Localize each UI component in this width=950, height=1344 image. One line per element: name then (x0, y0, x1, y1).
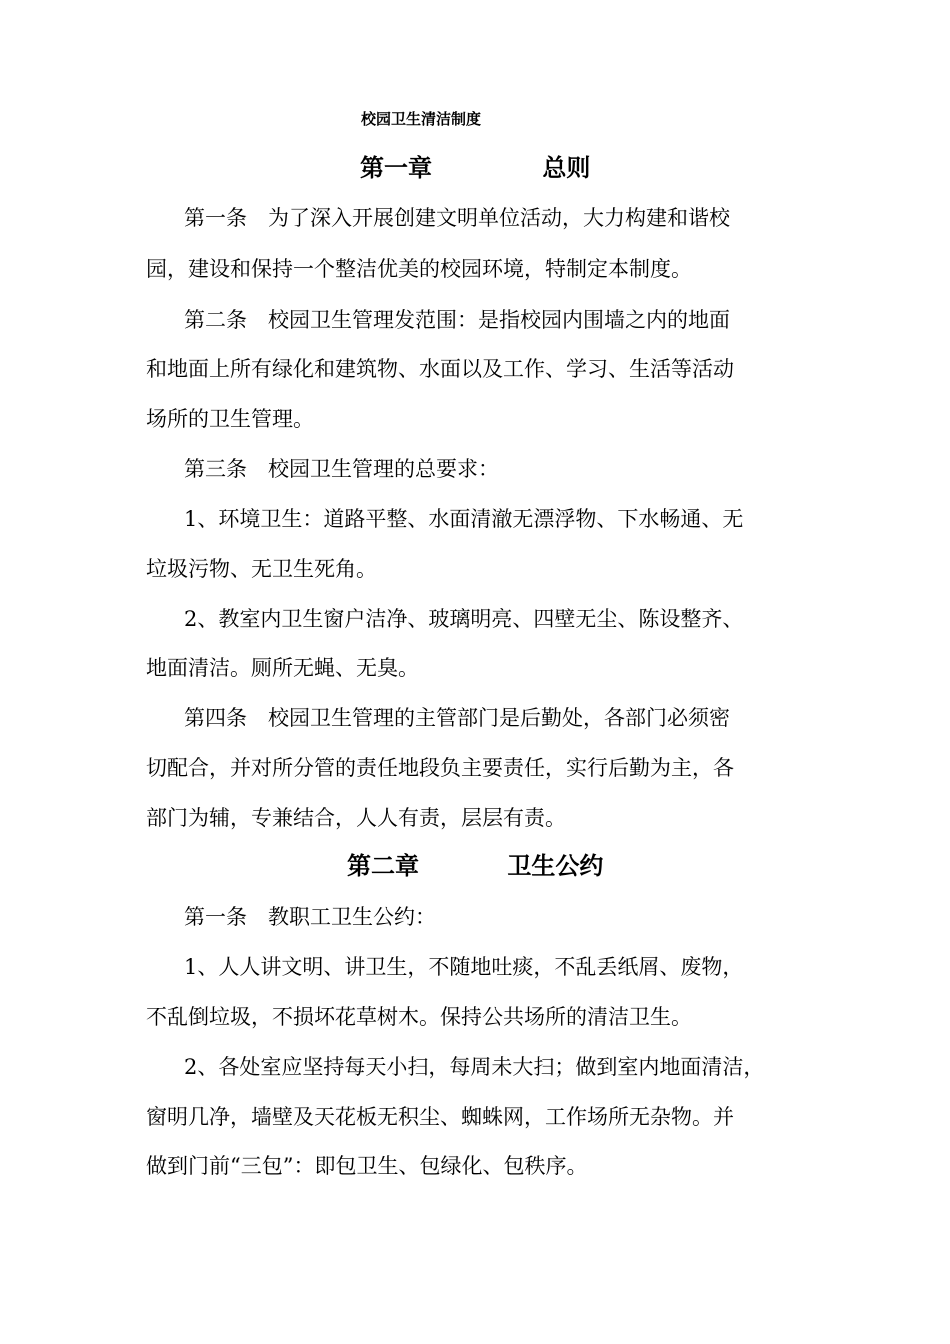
line-text: 场所的卫生管理。 (146, 407, 314, 431)
line-text: 不乱倒垃圾，不损坏花草树木。保持公共场所的清洁卫生。 (146, 1005, 692, 1029)
line-text: 第二条 校园卫生管理发范围：是指校园内围墙之内的地面 (184, 308, 730, 332)
line-text: 2、教室内卫生窗户洁净、玻璃明亮、四壁无尘、陈设整齐、 (184, 607, 744, 631)
chapter-1-number: 第一章 (360, 154, 432, 182)
line-text: 第一条 教职工卫生公约： (184, 905, 436, 929)
document-title: 校园卫生清洁制度 (361, 110, 482, 128)
line-text: 窗明几净，墙壁及天花板无积尘、蜘蛛网，工作场所无杂物。并 (146, 1105, 734, 1129)
line-text: 1、环境卫生：道路平整、水面清澈无漂浮物、下水畅通、无 (184, 507, 744, 531)
line-text: 做到门前“三包”：即包卫生、包绿化、包秩序。 (146, 1154, 588, 1178)
line-text: 1、人人讲文明、讲卫生，不随地吐痰，不乱丢纸屑、废物， (184, 955, 744, 979)
chapter-2-name: 卫生公约 (507, 852, 604, 880)
line-text: 第一条 为了深入开展创建文明单位活动，大力构建和谐校 (184, 206, 730, 230)
line-text: 第四条 校园卫生管理的主管部门是后勤处，各部门必须密 (184, 706, 730, 730)
line-text: 地面清洁。厕所无蝇、无臭。 (146, 656, 419, 680)
chapter-2-heading (347, 851, 603, 881)
line-text: 2、各处室应坚持每天小扫，每周未大扫；做到室内地面清洁， (184, 1055, 765, 1079)
line-text: 垃圾污物、无卫生死角。 (146, 557, 377, 581)
line-text: 切配合，并对所分管的责任地段负主要责任，实行后勤为主，各 (146, 756, 734, 780)
line-text: 部门为辅，专兼结合，人人有责，层层有责。 (146, 806, 566, 830)
line-text: 第三条 校园卫生管理的总要求： (184, 457, 499, 481)
chapter-1-heading (360, 153, 590, 183)
line-text: 和地面上所有绿化和建筑物、水面以及工作、学习、生活等活动 (146, 357, 734, 381)
chapter-1-name: 总则 (542, 154, 591, 182)
line-text: 园，建设和保持一个整洁优美的校园环境，特制定本制度。 (146, 257, 692, 281)
chapter-2-number: 第二章 (347, 852, 419, 880)
